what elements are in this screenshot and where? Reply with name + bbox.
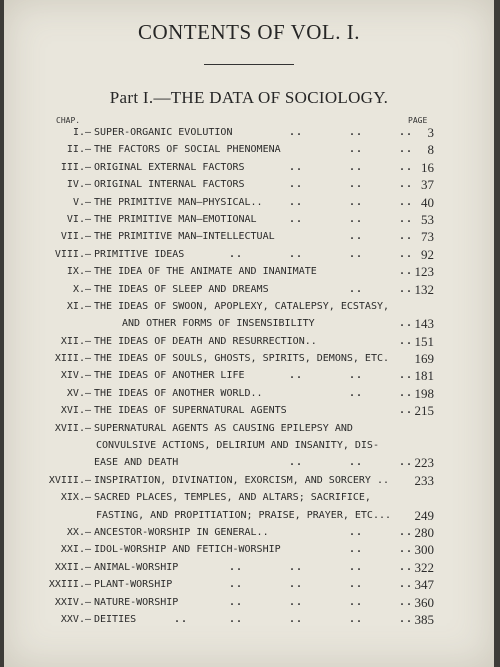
- page-number: 360: [414, 594, 434, 610]
- book-page: [4, 0, 494, 667]
- page-number: 249: [414, 507, 434, 523]
- page-number: 385: [414, 611, 434, 627]
- chapter-title: FASTING, AND PROPITIATION; PRAISE, PRAYER, ETC...: [96, 509, 392, 521]
- chapter-title: THE FACTORS OF SOCIAL PHENOMENA: [94, 144, 281, 156]
- toc-line: [4, 281, 494, 301]
- chapter-number: XV.—: [66, 387, 91, 399]
- chapter-number: VI.—: [66, 213, 91, 225]
- chapter-title: THE IDEAS OF ANOTHER WORLD..: [94, 387, 263, 399]
- page-number: 37: [421, 177, 434, 193]
- chapter-title: THE IDEAS OF ANOTHER LIFE: [94, 370, 245, 382]
- chapter-title: AND OTHER FORMS OF INSENSIBILITY: [122, 318, 315, 330]
- chapter-title: SACRED PLACES, TEMPLES, AND ALTARS; SACRIFICE,: [94, 492, 371, 504]
- chapter-number: XIII.—: [54, 353, 91, 365]
- chapter-title: CONVULSIVE ACTIONS, DELIRIUM AND INSANITY, DIS-: [96, 440, 379, 452]
- page-number: 73: [421, 229, 434, 245]
- dot-leader: .. ..: [349, 387, 414, 399]
- chapter-number: XVII.—: [54, 422, 91, 434]
- chapter-title: ANCESTOR-WORSHIP IN GENERAL..: [94, 526, 269, 538]
- dot-leader: .. .. ..: [289, 213, 414, 225]
- title-rule: [204, 64, 294, 65]
- page-number: 92: [421, 246, 434, 262]
- chapter-title: SUPERNATURAL AGENTS AS CAUSING EPILEPSY AND: [94, 422, 353, 434]
- chapter-number: X.—: [72, 283, 91, 295]
- page-number: 233: [414, 472, 434, 488]
- chapter-title: THE IDEAS OF SOULS, GHOSTS, SPIRITS, DEMONS, ETC.: [94, 353, 390, 365]
- dot-leader: ..: [399, 266, 414, 278]
- page-number: 181: [414, 368, 434, 384]
- chapter-title: SUPER-ORGANIC EVOLUTION: [94, 127, 233, 138]
- toc-line: [4, 423, 494, 440]
- dot-leader: .. .. ..: [289, 196, 414, 208]
- chapter-title: THE IDEAS OF SLEEP AND DREAMS: [94, 283, 269, 295]
- chapter-number: XII.—: [60, 335, 91, 347]
- dot-leader: .. ..: [349, 544, 414, 556]
- chapter-title: THE IDEAS OF SWOON, APOPLEXY, CATALEPSY, ECSTASY,: [94, 300, 390, 312]
- dot-leader: .. ..: [349, 231, 414, 243]
- toc-line: [4, 127, 494, 144]
- page-number: 169: [414, 351, 434, 367]
- table-of-contents: [4, 127, 494, 631]
- chapter-title: THE IDEA OF THE ANIMATE AND INANIMATE: [94, 266, 317, 278]
- chapter-title: THE PRIMITIVE MAN—EMOTIONAL: [94, 213, 257, 225]
- page-number: 198: [414, 385, 434, 401]
- chapter-title: NATURE-WORSHIP: [94, 596, 179, 608]
- page-number: 347: [414, 577, 434, 593]
- dot-leader: ..: [399, 335, 414, 347]
- page-number: 40: [421, 194, 434, 210]
- dot-leader: .. .. ..: [289, 127, 414, 138]
- chapter-number: XXI.—: [60, 544, 91, 556]
- page-number: 132: [414, 281, 434, 297]
- chapter-title: THE IDEAS OF DEATH AND RESURRECTION..: [94, 335, 317, 347]
- chapter-title: THE IDEAS OF SUPERNATURAL AGENTS: [94, 405, 287, 417]
- dot-leader: .. .. .. ..: [229, 579, 414, 591]
- chapter-number: XXIII.—: [48, 579, 91, 591]
- chapter-number: III.—: [60, 161, 91, 173]
- chapter-number: II.—: [66, 144, 91, 156]
- chapter-number: VII.—: [60, 231, 91, 243]
- chapter-number: XVI.—: [60, 405, 91, 417]
- page-number: 3: [427, 125, 434, 140]
- dot-leader: .. .. ..: [289, 179, 414, 191]
- chapter-title: THE PRIMITIVE MAN—PHYSICAL..: [94, 196, 263, 208]
- dot-leader: .. .. .. ..: [229, 248, 414, 260]
- dot-leader: .. ..: [349, 283, 414, 295]
- page-number: 300: [414, 542, 434, 558]
- chapter-title: ANIMAL-WORSHIP: [94, 561, 179, 573]
- page-number: 223: [414, 455, 434, 471]
- dot-leader: .. ..: [349, 526, 414, 538]
- chapter-number: XXII.—: [54, 561, 91, 573]
- page-number: 53: [421, 211, 434, 227]
- page-column-header: PAGE: [408, 116, 428, 125]
- dot-leader: .. .. ..: [289, 370, 414, 382]
- page-number: 215: [414, 403, 434, 419]
- chapter-number: VIII.—: [54, 248, 91, 260]
- page-number: 123: [414, 264, 434, 280]
- chapter-number: I.—: [72, 127, 91, 138]
- dot-leader: .. .. .. .. ..: [174, 613, 414, 625]
- chapter-title: PRIMITIVE IDEAS: [94, 248, 185, 260]
- page-number: 151: [414, 333, 434, 349]
- chapter-title: INSPIRATION, DIVINATION, EXORCISM, AND SORCERY ..: [94, 474, 390, 486]
- dot-leader: .. .. .. ..: [229, 561, 414, 573]
- page-number: 322: [414, 559, 434, 575]
- page-title: CONTENTS OF VOL. I.: [137, 20, 361, 44]
- dot-leader: .. .. .. ..: [229, 596, 414, 608]
- chapter-number: IX.—: [66, 266, 91, 278]
- chapter-number: XXV.—: [60, 613, 91, 625]
- page-number: 8: [427, 142, 434, 158]
- chapter-number: V.—: [72, 196, 91, 208]
- part-heading: Part I.—THE DATA OF SOCIOLOGY.: [109, 88, 389, 107]
- chapter-number: XVIII.—: [48, 474, 91, 486]
- chapter-title: IDOL-WORSHIP AND FETICH-WORSHIP: [94, 544, 281, 556]
- chapter-title: ORIGINAL INTERNAL FACTORS: [94, 179, 245, 191]
- dot-leader: .. .. ..: [289, 457, 414, 469]
- page-number: 16: [421, 159, 434, 175]
- toc-line: [4, 472, 494, 492]
- chapter-number: XIX.—: [60, 492, 91, 504]
- dot-leader: ..: [399, 405, 414, 417]
- toc-line: [4, 611, 494, 631]
- chapter-title: DEITIES: [94, 613, 137, 625]
- chapter-number: XIV.—: [60, 370, 91, 382]
- dot-leader: .. .. ..: [289, 161, 414, 173]
- page-number: 280: [414, 524, 434, 540]
- chapter-number: XXIV.—: [54, 596, 91, 608]
- toc-line: [4, 405, 494, 422]
- dot-leader: ..: [399, 318, 414, 330]
- chapter-title: ORIGINAL EXTERNAL FACTORS: [94, 161, 245, 173]
- chapter-title: PLANT-WORSHIP: [94, 579, 173, 591]
- chapter-number: XI.—: [66, 300, 91, 312]
- dot-leader: .. ..: [349, 144, 414, 156]
- chapter-number: IV.—: [66, 179, 91, 191]
- chapter-number: XX.—: [66, 526, 91, 538]
- chapter-title: EASE AND DEATH: [94, 457, 179, 469]
- page-number: 143: [414, 316, 434, 332]
- chapter-column-header: CHAP.: [56, 116, 81, 125]
- chapter-title: THE PRIMITIVE MAN—INTELLECTUAL: [94, 231, 275, 243]
